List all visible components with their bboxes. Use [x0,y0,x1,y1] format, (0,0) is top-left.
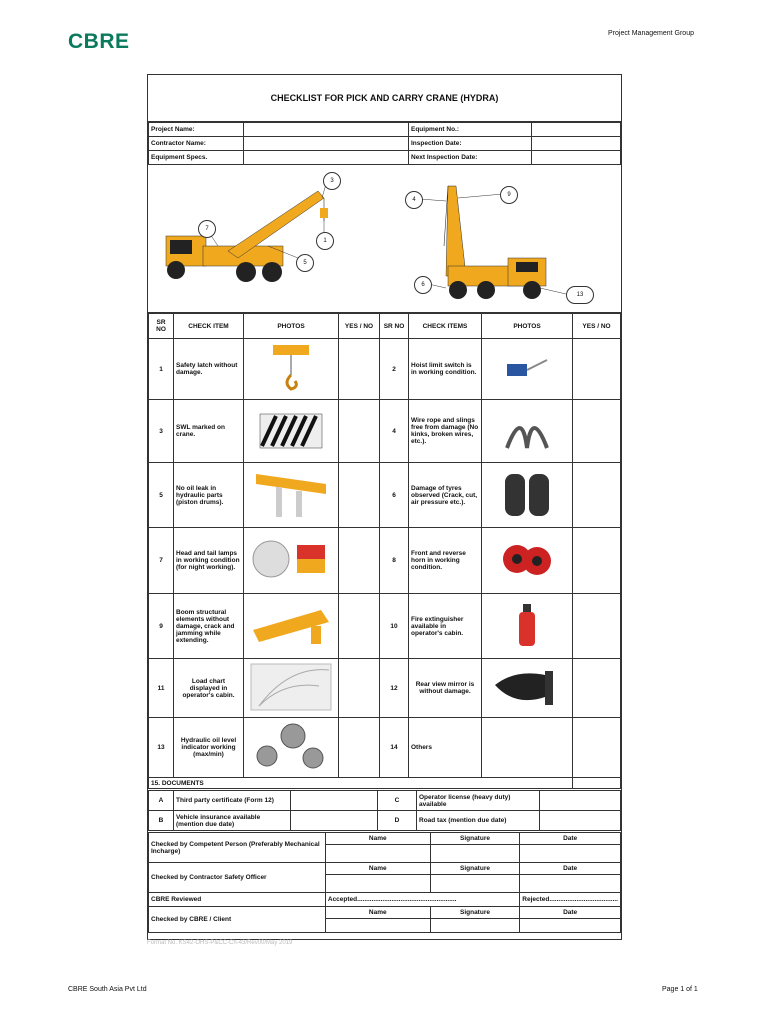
photo-limit-switch-icon [482,339,573,400]
yes-no-cell[interactable] [339,463,380,528]
table-row [149,528,621,594]
doc-c-text: Operator license (heavy duty) available [417,791,540,811]
table-row [149,339,621,400]
documents-table [148,790,621,831]
inspection-date-value[interactable] [532,137,621,151]
safety-name-field[interactable] [325,875,430,893]
item-text: Load chart displayed in operator's cabin. [174,659,244,718]
equipment-no-value[interactable] [532,123,621,137]
crane-diagram-area [148,166,621,313]
col-photos-2: PHOTOS [482,314,573,339]
doc-b-value[interactable] [291,811,378,831]
yes-no-cell[interactable] [339,400,380,463]
documents-heading: 15. DOCUMENTS [149,778,573,789]
item-number: 8 [380,528,409,594]
callout-4: 4 [405,191,423,209]
client-date-field[interactable] [520,919,621,933]
callout-1: 1 [316,232,334,250]
doc-d-label: D [378,811,417,831]
photo-hydraulic-icon [244,463,339,528]
col-yes-no: YES / NO [339,314,380,339]
photo-cell-empty [482,718,573,778]
yes-no-cell[interactable] [339,718,380,778]
yes-no-cell[interactable] [573,659,621,718]
signature-header: Signature [430,907,520,919]
name-header: Name [325,907,430,919]
footer-page: Page 1 of 1 [662,986,698,993]
safety-date-field[interactable] [520,875,621,893]
item-number: 4 [380,400,409,463]
item-number: 12 [380,659,409,718]
item-number: 7 [149,528,174,594]
item-text: Hydraulic oil level indicator working (max/min) [174,718,244,778]
callout-3: 3 [323,172,341,190]
cbre-logo: CBRE [68,30,130,53]
footer-company: CBRE South Asia Pvt Ltd [68,986,147,993]
safety-signature-field[interactable] [430,875,520,893]
signature-header: Signature [430,863,520,875]
competent-person-label: Checked by Competent Person (Preferably Mechanical Incharge) [149,833,326,863]
callout-13: 13 [566,286,594,304]
table-row [149,594,621,659]
table-row [149,718,621,778]
photo-swl-icon [244,400,339,463]
yes-no-cell[interactable] [573,339,621,400]
item-text: Others [409,718,482,778]
item-text: Front and reverse horn in working condition. [409,528,482,594]
doc-d-text: Road tax (mention due date) [417,811,540,831]
signature-header: Signature [430,833,520,845]
doc-b-text: Vehicle insurance available (mention due date) [174,811,291,831]
competent-date-field[interactable] [520,845,621,863]
item-number: 10 [380,594,409,659]
yes-no-cell[interactable] [339,528,380,594]
doc-a-value[interactable] [291,791,378,811]
item-text: Damage of tyres observed (Crack, cut, air pressure etc.). [409,463,482,528]
yes-no-cell[interactable] [573,718,621,778]
blank-cell [573,778,621,789]
client-signature-field[interactable] [430,919,520,933]
callout-5: 5 [296,254,314,272]
checklist-table [148,313,621,789]
item-text: Fire extinguisher available in operator's cabin. [409,594,482,659]
yes-no-cell[interactable] [339,659,380,718]
item-text: Head and tail lamps in working condition (for night working). [174,528,244,594]
col-sr-no-2: SR NO [380,314,409,339]
item-text: No oil leak in hydraulic parts (piston drums). [174,463,244,528]
item-text: Rear view mirror is without damage. [409,659,482,718]
info-table [148,122,621,165]
photo-lamps-icon [244,528,339,594]
item-text: Wire rope and slings free from damage (No kinks, broken wires, etc.). [409,400,482,463]
competent-signature-field[interactable] [430,845,520,863]
contractor-name-value[interactable] [244,137,409,151]
doc-d-value[interactable] [540,811,621,831]
photo-tyres-icon [482,463,573,528]
item-number: 1 [149,339,174,400]
table-row [149,463,621,528]
item-text: Hoist limit switch is in working condition. [409,339,482,400]
photo-hook-icon [244,339,339,400]
client-label: Checked by CBRE / Client [149,907,326,933]
rejected-field[interactable]: Rejected...................................... [520,893,621,907]
item-number: 9 [149,594,174,659]
item-number: 13 [149,718,174,778]
col-yes-no-2: YES / NO [573,314,621,339]
project-name-label: Project Name: [149,123,244,137]
item-number: 5 [149,463,174,528]
item-number: 14 [380,718,409,778]
competent-name-field[interactable] [325,845,430,863]
item-number: 3 [149,400,174,463]
yes-no-cell[interactable] [573,594,621,659]
yes-no-cell[interactable] [573,528,621,594]
doc-c-label: C [378,791,417,811]
date-header: Date [520,907,621,919]
item-number: 6 [380,463,409,528]
client-name-field[interactable] [325,919,430,933]
photo-boom-icon [244,594,339,659]
equipment-specs-value[interactable] [244,151,409,165]
photo-horn-icon [482,528,573,594]
col-sr-no: SR NO [149,314,174,339]
item-text: Boom structural elements without damage, crack and jamming while extending. [174,594,244,659]
cbre-reviewed-label: CBRE Reviewed [149,893,326,907]
col-check-items-2: CHECK ITEMS [409,314,482,339]
crane-illustrations [148,166,621,312]
contractor-name-label: Contractor Name: [149,137,244,151]
yes-no-cell[interactable] [573,463,621,528]
doc-a-label: A [149,791,174,811]
col-check-item: CHECK ITEM [174,314,244,339]
photo-oil-indicator-icon [244,718,339,778]
item-number: 11 [149,659,174,718]
group-name: Project Management Group [608,30,694,37]
photo-mirror-icon [482,659,573,718]
doc-a-text: Third party certificate (Form 12) [174,791,291,811]
checklist-form [147,74,622,940]
item-text: Safety latch without damage. [174,339,244,400]
callout-7: 7 [198,220,216,238]
next-inspection-label: Next Inspection Date: [409,151,532,165]
callout-9: 9 [500,186,518,204]
doc-c-value[interactable] [540,791,621,811]
item-number: 2 [380,339,409,400]
name-header: Name [325,833,430,845]
table-row [149,400,621,463]
item-text: SWL marked on crane. [174,400,244,463]
doc-b-label: B [149,811,174,831]
yes-no-cell[interactable] [573,400,621,463]
col-photos: PHOTOS [244,314,339,339]
callout-6: 6 [414,276,432,294]
equipment-specs-label: Equipment Specs. [149,151,244,165]
date-header: Date [520,833,621,845]
form-title: CHECKLIST FOR PICK AND CARRY CRANE (HYDRA) [148,75,621,122]
photo-wire-rope-icon [482,400,573,463]
yes-no-cell[interactable] [339,594,380,659]
signoff-table [148,832,621,933]
format-number: Format No. KS42-OHS-P&CC-Ch-43/Rev00/May 2019 [147,940,293,946]
date-header: Date [520,863,621,875]
next-inspection-value[interactable] [532,151,621,165]
photo-load-chart-icon [244,659,339,718]
name-header: Name [325,863,430,875]
accepted-field[interactable]: Accepted....................................................... [325,893,519,907]
photo-fire-extinguisher-icon [482,594,573,659]
project-name-value[interactable] [244,123,409,137]
yes-no-cell[interactable] [339,339,380,400]
right-crane-image [444,186,546,299]
table-row [149,659,621,718]
equipment-no-label: Equipment No.: [409,123,532,137]
inspection-date-label: Inspection Date: [409,137,532,151]
safety-officer-label: Checked by Contractor Safety Officer [149,863,326,893]
